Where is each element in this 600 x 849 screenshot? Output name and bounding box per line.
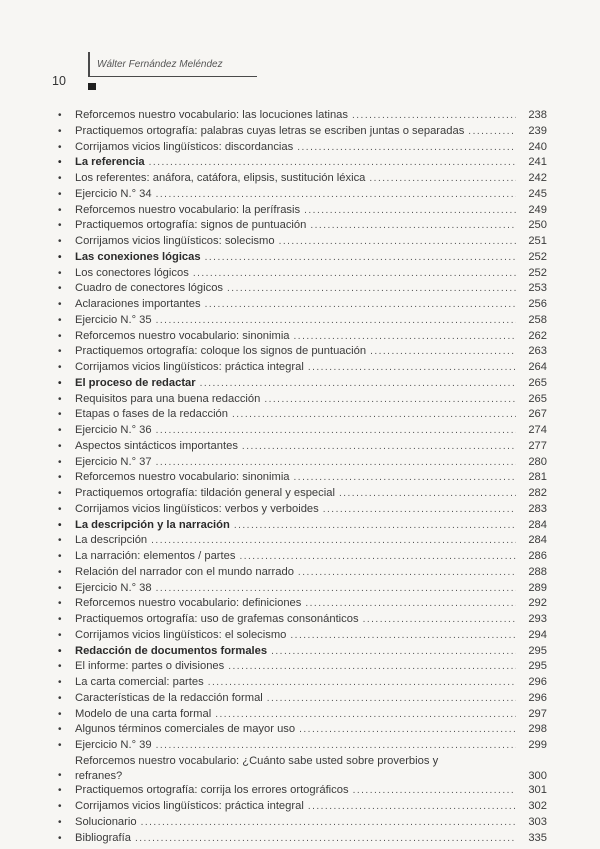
toc-entry: [58, 486, 547, 502]
bullet-icon: •: [58, 393, 62, 405]
toc-entry: [58, 329, 547, 345]
toc-entry-page: 241: [528, 156, 547, 169]
toc-entry: [58, 250, 547, 266]
dot-leader: [215, 707, 516, 723]
dot-leader: [228, 659, 516, 675]
toc-entry: [58, 455, 547, 471]
toc-entry-page: 258: [528, 313, 547, 326]
toc-entry-label: La carta comercial: partes: [75, 676, 204, 688]
dot-leader: [156, 455, 516, 471]
toc-entry: [58, 612, 547, 628]
bullet-icon: •: [58, 645, 62, 657]
toc-entry-page: 303: [528, 815, 547, 828]
dot-leader: [369, 171, 516, 187]
toc-entry-label: Practiquemos ortografía: signos de puntuación: [75, 219, 307, 232]
toc-entry-label: Solucionario: [75, 815, 137, 828]
toc-entry-label: Las conexiones lógicas: [75, 250, 201, 263]
toc-entry-page: 253: [528, 282, 547, 295]
toc-entry-label: Ejercicio N.° 34: [75, 187, 152, 200]
dot-leader: [279, 234, 516, 250]
bullet-icon: •: [58, 769, 62, 781]
dot-leader: [267, 691, 516, 707]
toc-entry: [58, 565, 547, 581]
toc-entry-label: La narración: elementos / partes: [75, 550, 236, 562]
toc-entry-page: 286: [528, 550, 547, 562]
dot-leader: [234, 518, 516, 534]
toc-entry-page: 294: [528, 628, 547, 641]
toc-entry-label: La descripción y la narración: [75, 518, 230, 531]
dot-leader: [156, 738, 516, 754]
toc-entry-label: Practiquemos ortografía: corrija los errores ortográficos: [75, 784, 349, 797]
dot-leader: [156, 581, 516, 597]
toc-entry-label: Reforcemos nuestro vocabulario: sinonimia: [75, 471, 290, 484]
toc-entry-label: Corrijamos vicios lingüísticos: el solecismo: [75, 628, 287, 641]
toc-entry-label: Bibliografía: [75, 831, 131, 844]
page-number: 10: [52, 74, 66, 88]
page-header: [52, 52, 352, 96]
dot-leader: [264, 392, 516, 408]
bullet-icon: •: [58, 801, 62, 812]
dot-leader: [353, 783, 516, 799]
toc-entry-label: Corrijamos vicios lingüísticos: discordancias: [75, 140, 294, 153]
bullet-icon: •: [58, 629, 62, 641]
bullet-icon: •: [58, 456, 62, 468]
dot-leader: [304, 203, 516, 219]
toc-entry: [58, 549, 547, 565]
toc-entry: [58, 187, 547, 203]
bullet-icon: •: [58, 377, 62, 389]
toc-entry: [58, 108, 547, 124]
toc-entry: [58, 783, 547, 799]
toc-entry-page: 242: [528, 172, 547, 184]
toc-entry-page: 300: [528, 769, 547, 782]
toc-entry: [58, 815, 547, 831]
toc-entry-page: 239: [528, 124, 547, 137]
bullet-icon: •: [58, 204, 62, 216]
author-name: Wálter Fernández Meléndez: [97, 59, 223, 70]
toc-entry: [58, 707, 547, 723]
toc-entry: [58, 644, 547, 660]
bullet-icon: •: [58, 173, 62, 184]
bullet-icon: •: [58, 598, 62, 610]
toc-entry-label: Ejercicio N.° 38: [75, 581, 152, 594]
toc-entry-page: 280: [528, 455, 547, 468]
bullet-icon: •: [58, 236, 62, 247]
toc-entry: [58, 659, 547, 675]
toc-entry: [58, 502, 547, 518]
dot-leader: [305, 596, 516, 612]
bullet-icon: •: [58, 503, 62, 515]
toc-entry-label: Algunos términos comerciales de mayor uso: [75, 723, 296, 736]
toc-entry: [58, 675, 547, 691]
bullet-icon: •: [58, 157, 62, 169]
toc-entry-page: 267: [528, 408, 547, 421]
dot-leader: [294, 329, 516, 345]
toc-entry-page: 250: [528, 219, 547, 232]
toc-entry-page: 252: [528, 266, 547, 279]
dot-leader: [156, 313, 516, 329]
toc-entry-label: Reforcemos nuestro vocabulario: ¿Cuánto sabe usted sobre proverbios y refranes?: [75, 754, 439, 782]
dot-leader: [242, 439, 516, 455]
toc-entry-page: 245: [528, 187, 547, 200]
toc-entry-page: 240: [528, 140, 547, 153]
bullet-icon: •: [58, 614, 62, 625]
bullet-icon: •: [58, 267, 62, 279]
bullet-icon: •: [58, 535, 62, 547]
dot-leader: [205, 297, 516, 313]
toc-entry-label: Practiquemos ortografía: uso de grafemas consonánticos: [75, 613, 359, 625]
bullet-icon: •: [58, 582, 62, 594]
bullet-icon: •: [58, 488, 62, 499]
toc-entry-label: Practiquemos ortografía: palabras cuyas letras se escriben juntas o separadas: [75, 124, 465, 137]
dot-leader: [294, 470, 516, 486]
dot-leader: [205, 250, 516, 266]
toc-entry: [58, 344, 547, 360]
bullet-icon: •: [58, 832, 62, 844]
toc-entry: [58, 155, 547, 171]
bullet-icon: •: [58, 692, 62, 704]
toc-entry: [58, 754, 547, 784]
bullet-icon: •: [58, 724, 62, 736]
bullet-icon: •: [58, 677, 62, 688]
toc-list: [58, 108, 547, 846]
toc-entry: [58, 738, 547, 754]
dot-leader: [149, 155, 516, 171]
dot-leader: [290, 628, 516, 644]
toc-entry-label: Corrijamos vicios lingüísticos: práctica integral: [75, 361, 304, 373]
toc-entry: [58, 392, 547, 408]
toc-entry: [58, 596, 547, 612]
dot-leader: [193, 266, 516, 282]
toc-entry-page: 288: [528, 565, 547, 578]
toc-entry: [58, 297, 547, 313]
dot-leader: [151, 533, 516, 549]
toc-entry-page: 264: [528, 361, 547, 373]
bullet-icon: •: [58, 251, 62, 263]
toc-entry-page: 251: [528, 235, 547, 247]
bullet-icon: •: [58, 472, 62, 484]
toc-entry-label: Ejercicio N.° 36: [75, 424, 152, 436]
bullet-icon: •: [58, 141, 62, 153]
dot-leader: [339, 486, 516, 502]
bullet-icon: •: [58, 125, 62, 137]
dot-leader: [227, 281, 516, 297]
toc-entry-label: Requisitos para una buena redacción: [75, 392, 261, 405]
bullet-icon: •: [58, 330, 62, 342]
toc-entry-page: 256: [528, 298, 547, 310]
toc-entry-label: Ejercicio N.° 37: [75, 455, 152, 468]
toc-entry: [58, 831, 547, 847]
toc-entry: [58, 218, 547, 234]
running-header-rule: [88, 52, 257, 77]
toc-entry-page: 296: [528, 691, 547, 704]
toc-entry-page: 296: [528, 676, 547, 688]
dot-leader: [297, 140, 516, 156]
toc-entry-page: 265: [528, 392, 547, 405]
toc-entry-page: 284: [528, 534, 547, 547]
toc-entry: [58, 470, 547, 486]
toc-entry-label: Reforcemos nuestro vocabulario: las locuciones latinas: [75, 109, 348, 121]
toc-entry-label: Cuadro de conectores lógicos: [75, 282, 224, 295]
dot-leader: [135, 831, 516, 847]
dot-leader: [298, 565, 516, 581]
toc-entry-page: 262: [528, 329, 547, 342]
dot-leader: [239, 549, 516, 565]
toc-entry: [58, 376, 547, 392]
toc-entry-page: 299: [528, 739, 547, 751]
bullet-icon: •: [58, 785, 62, 797]
toc-entry-page: 297: [528, 707, 547, 720]
toc-entry-label: Los referentes: anáfora, catáfora, elipsis, sustitución léxica: [75, 172, 366, 184]
toc-entry: [58, 722, 547, 738]
bullet-icon: •: [58, 346, 62, 358]
toc-entry-label: El proceso de redactar: [75, 376, 196, 389]
toc-entry-label: Corrijamos vicios lingüísticos: solecismo: [75, 235, 275, 247]
toc-entry-page: 281: [528, 471, 547, 484]
toc-entry-label: La referencia: [75, 156, 145, 169]
dot-leader: [370, 344, 516, 360]
toc-entry-label: Corrijamos vicios lingüísticos: práctica integral: [75, 800, 304, 812]
dot-leader: [352, 108, 516, 124]
toc-entry-label: Reforcemos nuestro vocabulario: sinonimia: [75, 329, 290, 342]
toc-entry-label: Modelo de una carta formal: [75, 707, 212, 720]
toc-entry: [58, 533, 547, 549]
dot-leader: [323, 502, 516, 518]
toc-entry-label: Reforcemos nuestro vocabulario: definiciones: [75, 597, 302, 610]
toc-entry: [58, 799, 547, 815]
toc-entry: [58, 171, 547, 187]
toc-entry-label: Aspectos sintácticos importantes: [75, 439, 238, 452]
bullet-icon: •: [58, 283, 62, 295]
bullet-icon: •: [58, 409, 62, 421]
toc-entry-page: 265: [528, 376, 547, 389]
toc-entry-page: 252: [528, 250, 547, 263]
toc-entry-label: Relación del narrador con el mundo narrado: [75, 565, 294, 578]
toc-entry-page: 298: [528, 723, 547, 736]
toc-entry: [58, 628, 547, 644]
toc-entry-label: El informe: partes o divisiones: [75, 660, 225, 673]
dot-leader: [200, 376, 516, 392]
bullet-icon: •: [58, 362, 62, 373]
toc-entry-label: Practiquemos ortografía: coloque los signos de puntuación: [75, 345, 367, 358]
dot-leader: [308, 799, 516, 815]
bullet-icon: •: [58, 740, 62, 751]
bullet-icon: •: [58, 110, 62, 121]
toc-entry-page: 295: [528, 644, 547, 657]
toc-entry-page: 274: [528, 424, 547, 436]
toc-entry: [58, 439, 547, 455]
toc-entry: [58, 423, 547, 439]
toc-entry-label: Aclaraciones importantes: [75, 298, 201, 310]
header-square-mark: [88, 83, 96, 90]
dot-leader: [156, 423, 516, 439]
dot-leader: [308, 360, 516, 376]
bullet-icon: •: [58, 440, 62, 452]
toc-entry-page: 289: [528, 581, 547, 594]
toc-entry-page: 277: [528, 439, 547, 452]
toc-entry: [58, 140, 547, 156]
toc-entry: [58, 518, 547, 534]
toc-entry-page: 335: [528, 831, 547, 844]
toc-entry-page: 249: [528, 203, 547, 216]
bullet-icon: •: [58, 425, 62, 436]
toc-entry-label: Reforcemos nuestro vocabulario: la perífrasis: [75, 203, 301, 216]
toc-entry-page: 282: [528, 487, 547, 499]
toc-entry: [58, 313, 547, 329]
toc-entry: [58, 581, 547, 597]
toc-entry-label: Los conectores lógicos: [75, 266, 189, 279]
toc-entry-label: Etapas o fases de la redacción: [75, 408, 228, 421]
bullet-icon: •: [58, 661, 62, 673]
bullet-icon: •: [58, 188, 62, 200]
dot-leader: [271, 644, 516, 660]
bullet-icon: •: [58, 551, 62, 562]
dot-leader: [156, 187, 516, 203]
toc-entry: [58, 203, 547, 219]
bullet-icon: •: [58, 519, 62, 531]
dot-leader: [208, 675, 516, 691]
bullet-icon: •: [58, 220, 62, 232]
toc-entry-page: 283: [528, 502, 547, 515]
toc-entry-page: 295: [528, 660, 547, 673]
bullet-icon: •: [58, 708, 62, 720]
dot-leader: [363, 612, 516, 628]
dot-leader: [310, 218, 516, 234]
toc-entry: [58, 691, 547, 707]
toc-entry-page: 263: [528, 345, 547, 358]
toc-entry-page: 293: [528, 613, 547, 625]
bullet-icon: •: [58, 299, 62, 310]
toc-entry-label: Corrijamos vicios lingüísticos: verbos y verboides: [75, 502, 319, 515]
bullet-icon: •: [58, 566, 62, 578]
dot-leader: [141, 815, 516, 831]
dot-leader: [299, 722, 516, 738]
toc-entry-page: 301: [528, 784, 547, 797]
toc-entry-page: 238: [528, 109, 547, 121]
toc-entry-page: 284: [528, 518, 547, 531]
toc-entry-page: 302: [528, 800, 547, 812]
toc-entry-label: La descripción: [75, 534, 148, 547]
bullet-icon: •: [58, 816, 62, 828]
bullet-icon: •: [58, 314, 62, 326]
toc-entry: [58, 234, 547, 250]
toc-entry-page: 292: [528, 597, 547, 610]
toc-entry-label: Características de la redacción formal: [75, 691, 263, 704]
toc-entry: [58, 281, 547, 297]
dot-leader: [232, 407, 516, 423]
toc-entry-label: Ejercicio N.° 39: [75, 739, 152, 751]
toc-entry: [58, 407, 547, 423]
toc-entry: [58, 266, 547, 282]
toc-entry-label: Practiquemos ortografía: tildación general y especial: [75, 487, 335, 499]
toc-entry: [58, 124, 547, 140]
dot-leader: [468, 124, 516, 140]
toc-entry: [58, 360, 547, 376]
toc-entry-label: Redacción de documentos formales: [75, 644, 268, 657]
toc-entry-label: Ejercicio N.° 35: [75, 313, 152, 326]
